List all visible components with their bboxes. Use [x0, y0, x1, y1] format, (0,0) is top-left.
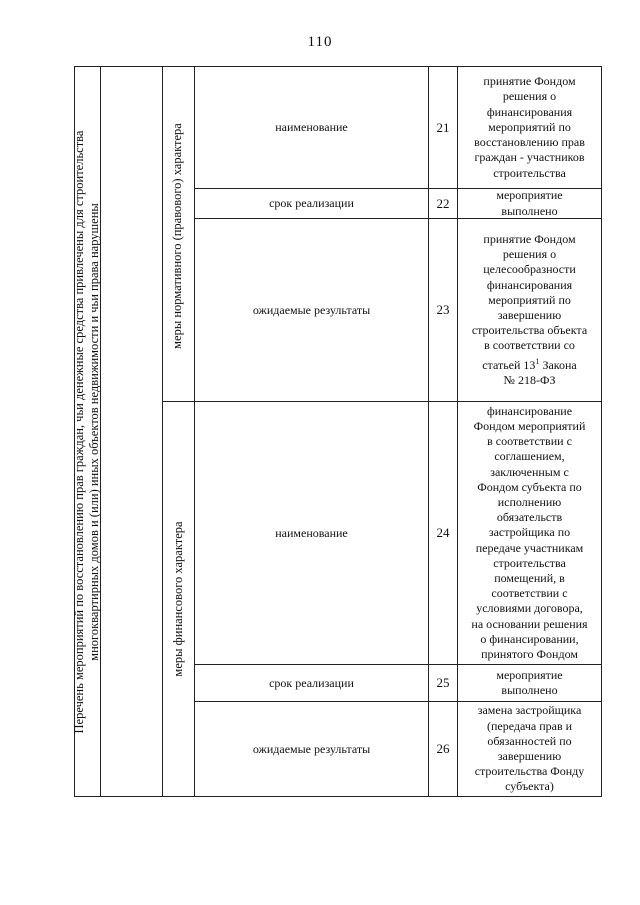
row-label: ожидаемые результаты	[252, 302, 371, 317]
article-superscript: 1	[535, 356, 540, 366]
row-value: мероприятие выполнено	[496, 667, 563, 697]
row-value-text: Закона № 218-ФЗ	[503, 357, 577, 387]
column-divider	[162, 66, 163, 797]
page-number: 110	[307, 34, 333, 50]
row-number: 23	[436, 302, 450, 317]
row-label: наименование	[275, 525, 348, 540]
row-label: ожидаемые результаты	[252, 741, 371, 756]
table-border-right	[601, 66, 602, 797]
group-title-normative: меры нормативного (правового) характера	[169, 123, 184, 349]
row-value: замена застройщика (передача прав и обязанностей по завершению строительства Фонду субъекта)	[474, 703, 585, 794]
row-value: мероприятие выполнено	[496, 188, 563, 218]
row-value-text: принятие Фондом решения о целесообразности финансирования мероприятий по завершению строительства объекта в соответствии со статьей 13	[471, 231, 588, 372]
row-number: 21	[436, 119, 450, 135]
main-title: Перечень мероприятий по восстановлению прав граждан, чьи денежные средства привлечены для строительства многоквартирных домов и (или) иных объектов недвижимости и чьи права нарушены	[72, 130, 101, 734]
row-label: срок реализации	[269, 196, 354, 210]
row-value: принятие Фондом решения о финансирования мероприятий по восстановлению прав граждан - участников строительства	[474, 74, 585, 180]
row-number: 22	[436, 195, 450, 211]
row-number: 24	[436, 525, 450, 540]
table-border-bottom	[74, 796, 602, 797]
row-number: 26	[436, 741, 450, 756]
row-value	[458, 219, 601, 401]
row-number: 25	[436, 675, 450, 690]
row-label: наименование	[275, 120, 348, 134]
row-value: финансирование Фондом мероприятий в соответствии с соглашением, заключенным с Фондом субъекта по исполнению обязательств застройщика по передаче участникам строительства помещений, в соответствии с условиями договора, на основании решения о финансировании, принятого Фондом	[471, 403, 588, 662]
group-title-financial: меры финансового характера	[170, 521, 185, 677]
row-label: срок реализации	[269, 675, 354, 690]
